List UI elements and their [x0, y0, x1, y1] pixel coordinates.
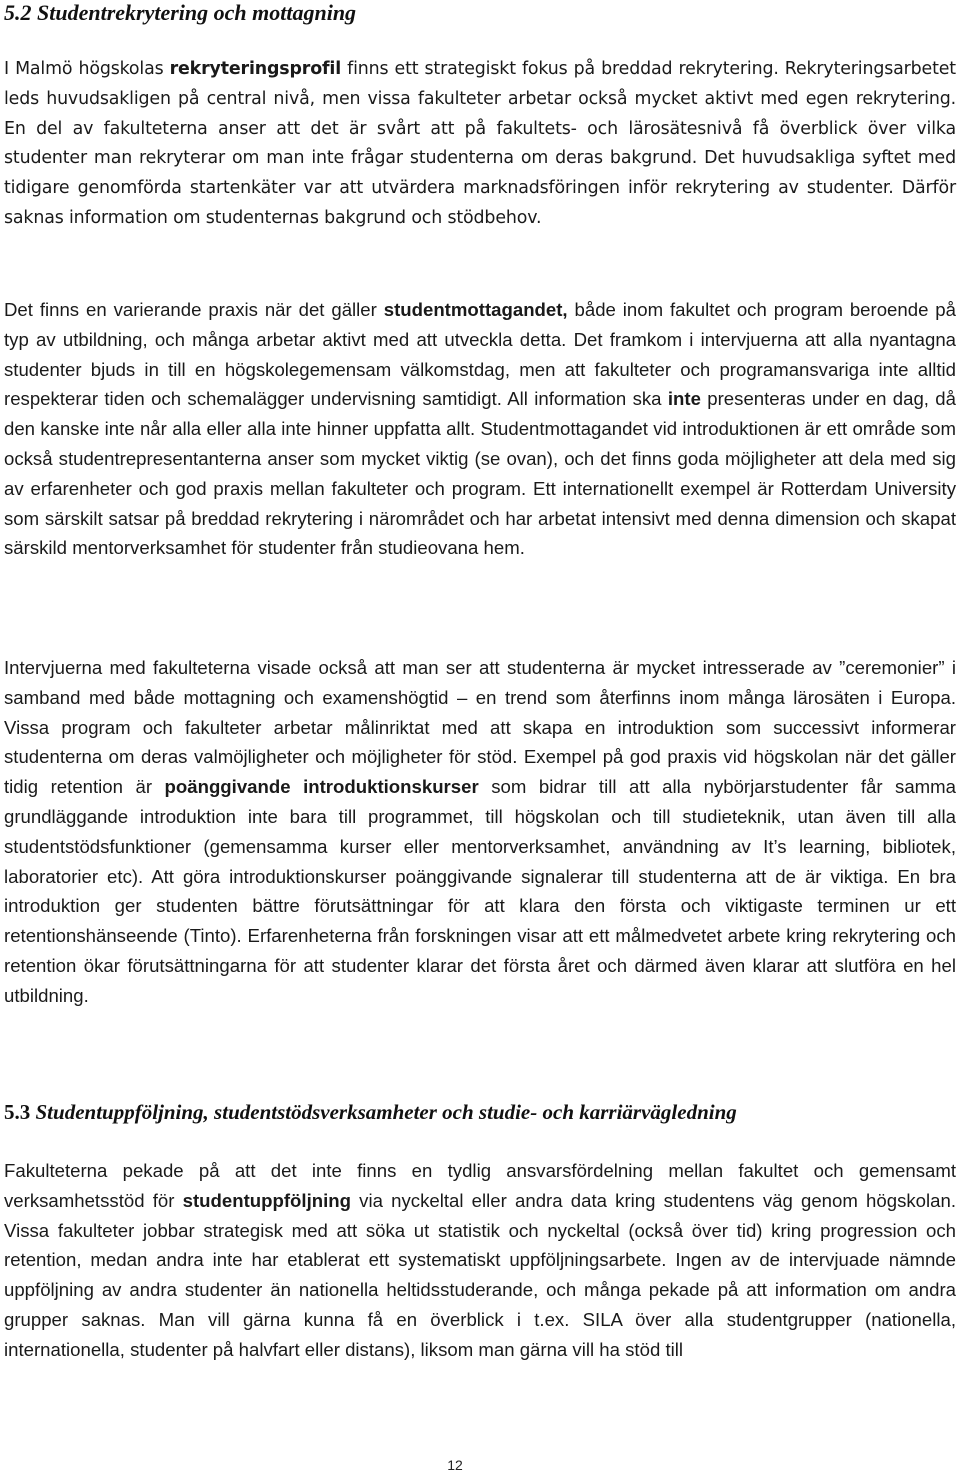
paragraph-reception: [4, 295, 956, 563]
bold-term-studentuppfoljning: studentuppföljning: [182, 1189, 351, 1211]
paragraph-ceremonies: [4, 653, 956, 1011]
text-span: Intervjuerna med fakulteterna visade också att man ser att studenterna är mycket intresserade av ”ceremonier” i samband med både mottagning och examenshögtid – en trend som återfinns inom många lärosäten i Europa. Vissa program och fakulteter arbetar målinriktat med att skapa en introduktion som successivt informerar studenterna om deras valmöjligheter och möjligheter för stöd. Exempel på god praxis vid högskolan när det gäller tidig retention är: [4, 657, 956, 798]
section-title: Studentuppföljning, studentstödsverksamheter och studie- och karriärvägledning: [30, 1100, 737, 1124]
text-span: presenteras under en dag, då den kanske inte når alla eller alla inte hinner uppfatta allt. Studentmottagandet vid introduktionen är ett område som också studentrepresentanterna anser som mycket viktig (se ovan), och det finns goda möjligheter att dela med sig av erfarenheter och god praxis mellan fakulteter och program. Ett internationellt exempel är Rotterdam University som särskilt satsar på breddad rekrytering i närområdet och har arbetat intensivt med denna dimension och skapat särskild mentorverksamhet för studenter från studieovana hem.: [4, 388, 956, 559]
bold-term-inte: inte: [667, 388, 701, 410]
bold-term-introduktionskurser: poänggivande introduktionskurser: [164, 776, 479, 798]
text-span: via nyckeltal eller andra data kring studentens väg genom högskolan. Vissa fakulteter jobbar strategisk med att söka ut statistik och nyckeltal (också över tid) kring progression och retention, medan andra inte har etablerat ett systematiskt uppföljningsarbete. Ingen av de intervjuade nämnde uppföljning av andra studenter än nationella heltidsstuderande, och många pekade på att information om andra grupper saknas. Man vill gärna kunna få en överblick i t.ex. SILA över alla studentgrupper (nationella, internationella, studenter på halvfart eller distans), liksom man gärna vill ha stöd till: [4, 1189, 956, 1360]
bold-term-studentmottagandet: studentmottagandet,: [383, 299, 568, 320]
section-heading-5-3: [4, 1097, 737, 1127]
paragraph-recruitment: [4, 55, 956, 234]
section-number: 5.3: [4, 1100, 31, 1124]
text-span: Det finns en varierande praxis när det gäller: [4, 299, 384, 320]
bold-term-rekryteringsprofil: rekryteringsprofil: [169, 59, 342, 79]
text-span: finns ett strategiskt fokus på breddad rekrytering. Rekryteringsarbetet leds huvudsakligen på central nivå, men vissa fakulteter arbetar också mycket aktivt med egen rekrytering. En del av fakulteterna anser att det är svårt att på fakultets- och lärosätesnivå få överblick över vilka studenter man rekryterar om man inte frågar studenterna om deras bakgrund. Det huvudsakliga syftet med tidigare genomförda startenkäter var att utvärdera marknadsföringen inför rekrytering av studenter. Därför saknas information om studenternas bakgrund och stödbehov.: [4, 59, 956, 228]
text-span: som bidrar till att alla nybörjarstudenter får samma grundläggande introduktion inte bara till programmet, till högskolan och till studieteknik, utan även till alla studentstödsfunktioner (gemensamma kurser eller mentorverksamhet, användning av It’s learning, bibliotek, laboratorier etc). Att göra introduktionskurser poänggivande signalerar till studenterna att de är viktiga. En bra introduktion ger studenten bättre förutsättningar för att klara den första och viktigaste terminen ur ett retentionshänseende (Tinto). Erfarenheterna från forskningen visar att ett målmedvetet arbete kring rekrytering och retention ökar förutsättningarna för att studenter klarar det första året och därmed även klarar att slutföra en hel utbildning.: [4, 776, 956, 1006]
text-span: I Malmö högskolas: [4, 59, 170, 79]
text-span: både inom fakultet och program beroende på typ av utbildning, och många arbetar aktivt med att utveckla detta. Det framkom i intervjuerna att alla nyantagna studenter bjuds in till en högskolegemensam välkomstdag, men att fakulteter och programansvariga inte alltid respekterar tiden och schemalägger undervisning samtidigt. All information ska: [4, 299, 956, 410]
text-span: Fakulteterna pekade på att det inte finns en tydlig ansvarsfördelning mellan fakultet och gemensamt verksamhetsstöd för: [4, 1160, 956, 1211]
section-heading-5-2: 5.2 Studentrekrytering och mottagning: [4, 0, 357, 25]
page-number: 12: [447, 1457, 463, 1473]
paragraph-follow-up: [4, 1156, 956, 1365]
